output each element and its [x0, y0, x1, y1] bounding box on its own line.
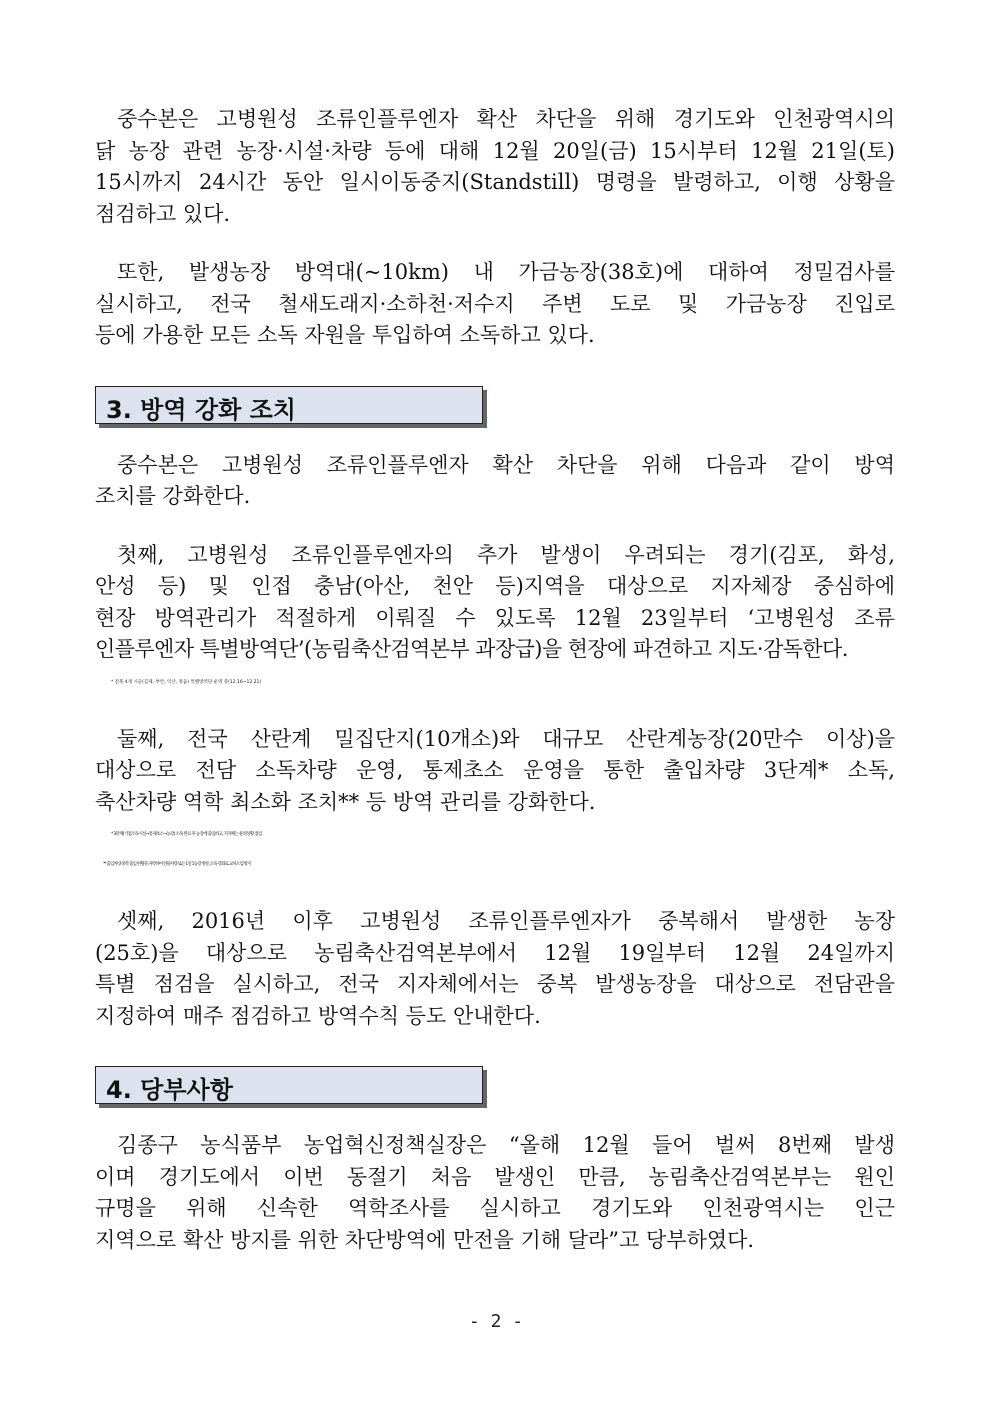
paragraph-third-measure	[95, 906, 895, 1032]
paragraph-standstill	[95, 104, 895, 230]
document-page	[95, 104, 895, 1256]
section-heading-4	[95, 1066, 483, 1104]
footnote: ** 출입차량 중복 출입 현황을 파악하여 전용차량 또는 1일 1농장 방문, 소독 강화로 교차오염 방지	[103, 862, 251, 867]
text-line: 김종구 농식품부 농업혁신정책실장은 “올해 12월 들어 벌써 8번째 발생	[117, 1133, 895, 1157]
text-line: 등에 가용한 모든 소독 자원을 투입하여 소독하고 있다.	[95, 323, 595, 347]
text-line: 축산차량 역학 최소화 조치** 등 방역 관리를 강화한다.	[95, 789, 596, 814]
text-line: 15시까지 24시간 동안 일시이동중지(Standstill) 명령을 발령하고, 이행 상황을	[95, 170, 895, 194]
text-line: 규명을 위해 신속한 역학조사를 실시하고 경기도와 인천광역시는 인근	[95, 1196, 895, 1220]
text-line: 지정하여 매주 점검하고 방역수칙 등도 안내한다.	[95, 1003, 541, 1028]
paragraph-inspection	[95, 257, 895, 352]
footnote: * 전북 4개 시군(김제, 부안, 익산, 정읍) 특별방역단 운영 중(12.16~12.21)	[111, 679, 262, 685]
text-line: 또한, 발생농장 방역대(~10km) 내 가금농장(38호)에 대하여 정밀검사를	[117, 260, 895, 284]
text-line: 점검하고 있다.	[95, 201, 231, 226]
text-line: 대상으로 전담 소독차량 운영, 통제초소 운영을 통한 출입차량 3단계* 소독,	[95, 758, 895, 782]
text-line: 중수본은 고병원성 조류인플루엔자 확산 차단을 위해 다음과 같이 방역	[117, 452, 895, 477]
paragraph-section3-intro	[95, 450, 895, 513]
text-line: 조치를 강화한다.	[95, 484, 251, 508]
paragraph-request	[95, 1130, 895, 1256]
text-line: 지역으로 확산 방지를 위한 차단방역에 만전을 기해 달라”고 당부하였다.	[95, 1227, 755, 1252]
section-heading-text: 3. 방역 강화 조치	[106, 395, 296, 424]
text-line: 닭 농장 관련 농장·시설·차량 등에 대해 12월 20일(금) 15시부터 12월 21일(토)	[95, 138, 895, 163]
text-line: 중수본은 고병원성 조류인플루엔자 확산 차단을 위해 경기도와 인천광역시의	[117, 107, 895, 131]
section-heading-3	[95, 386, 483, 424]
text-line: 인플루엔자 특별방역단’(농림축산검역본부 과장급)을 현장에 파견하고 지도·감독한다.	[95, 637, 848, 661]
footnote: * 3단계(거점소독시설→통제초소→농장) 소독 완료 후 농장에 출입하고, 지자체는 운영상황 점검	[111, 832, 262, 837]
text-line: 안성 등) 및 인접 충남(아산, 천안 등)지역을 대상으로 지자체장 중심하에	[95, 574, 895, 598]
paragraph-second-measure	[95, 724, 895, 819]
page-number: - 2 -	[468, 1311, 524, 1332]
text-line: 특별 점검을 실시하고, 전국 지자체에서는 중복 발생농장을 대상으로 전담관을	[95, 972, 895, 996]
text-line: (25호)을 대상으로 농림축산검역본부에서 12월 19일부터 12월 24일까지	[95, 940, 895, 965]
text-line: 이며 경기도에서 이번 동절기 처음 발생인 만큼, 농림축산검역본부는 원인	[95, 1164, 895, 1189]
section-heading-text: 4. 당부사항	[106, 1076, 233, 1104]
paragraph-first-measure	[95, 540, 895, 666]
text-line: 실시하고, 전국 철새도래지·소하천·저수지 주변 도로 및 가금농장 진입로	[95, 291, 895, 316]
text-line: 첫째, 고병원성 조류인플루엔자의 추가 발생이 우려되는 경기(김포, 화성,	[117, 542, 895, 567]
text-line: 현장 방역관리가 적절하게 이뤄질 수 있도록 12월 23일부터 ‘고병원성 조류	[95, 605, 895, 630]
text-line: 셋째, 2016년 이후 고병원성 조류인플루엔자가 중복해서 발생한 농장	[117, 909, 895, 933]
text-line: 둘째, 전국 산란계 밀집단지(10개소)와 대규모 산란계농장(20만수 이상)을	[117, 726, 895, 751]
